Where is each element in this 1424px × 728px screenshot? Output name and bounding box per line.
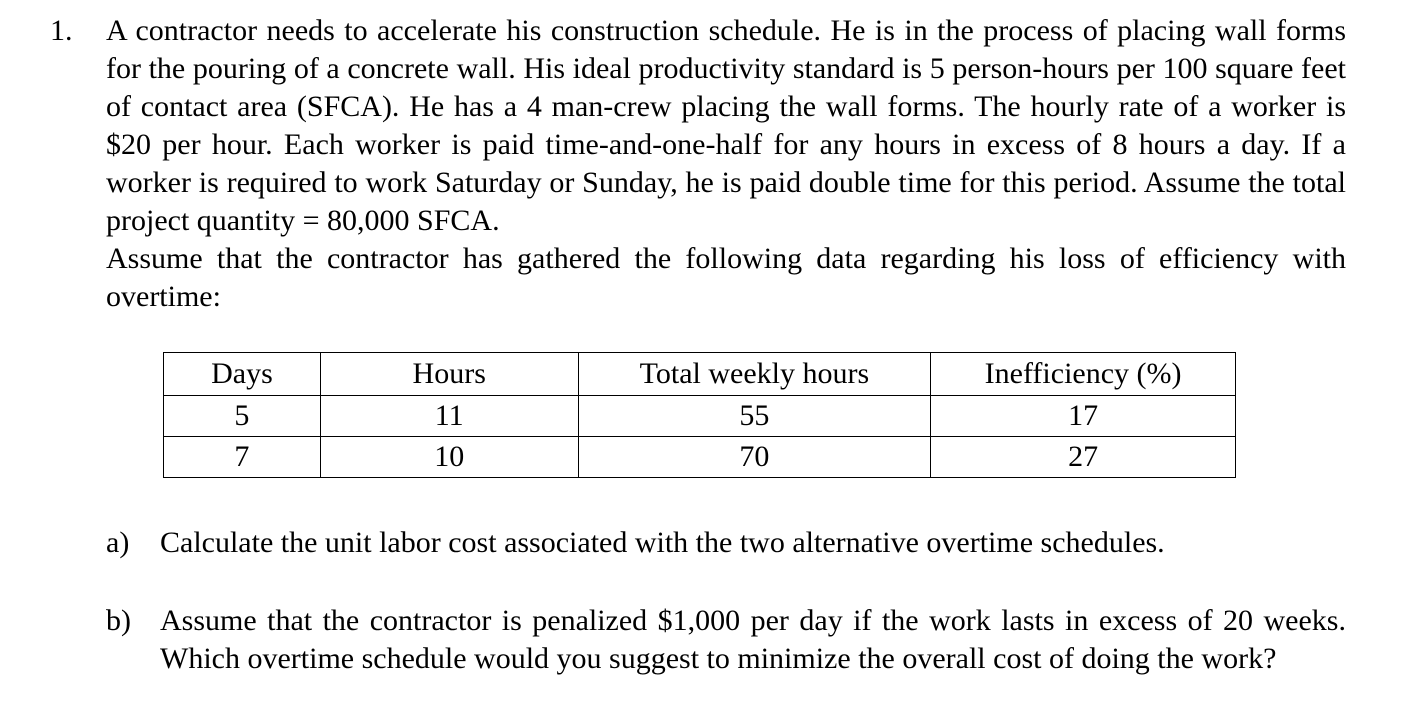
table-header-row <box>164 353 1236 396</box>
problem-statement <box>106 12 1346 316</box>
question-b-label: b) <box>106 604 131 637</box>
cell-inefficiency: 17 <box>931 396 1236 437</box>
problem-paragraph-2: Assume that the contractor has gathered the following data regarding his loss of efficiency with overtime: <box>106 242 1346 313</box>
question-b-text: Assume that the contractor is penalized $1,000 per day if the work lasts in excess of 20 weeks. Which overtime schedule would you suggest to minimize the overall cost of doing the work? <box>160 604 1346 675</box>
cell-hours: 11 <box>320 396 578 437</box>
question-a-label: a) <box>106 526 130 559</box>
cell-total-weekly-hours: 55 <box>578 396 931 437</box>
cell-hours: 10 <box>320 437 578 478</box>
header-total-weekly-hours: Total weekly hours <box>578 353 931 396</box>
cell-total-weekly-hours: 70 <box>578 437 931 478</box>
table-row <box>164 437 1236 478</box>
overtime-efficiency-table <box>163 352 1236 478</box>
problem-paragraph-1: A contractor needs to accelerate his construction schedule. He is in the process of placing wall forms for the pouring of a concrete wall. His ideal productivity standard is 5 person-hours per 100 square feet of contact area (SFCA). He has a 4 man-crew placing the wall forms. The hourly rate of a worker is $20 per hour. Each worker is paid time-and-one-half for any hours in excess of 8 hours a day. If a worker is required to work Saturday or Sunday, he is paid double time for this period. Assume the total project quantity = 80,000 SFCA. <box>106 14 1346 237</box>
header-inefficiency: Inefficiency (%) <box>931 353 1236 396</box>
cell-inefficiency: 27 <box>931 437 1236 478</box>
header-hours: Hours <box>320 353 578 396</box>
cell-days: 7 <box>164 437 321 478</box>
header-days: Days <box>164 353 321 396</box>
table-row <box>164 396 1236 437</box>
cell-days: 5 <box>164 396 321 437</box>
question-a-text: Calculate the unit labor cost associated with the two alternative overtime schedules. <box>160 526 1165 559</box>
problem-number: 1. <box>50 14 73 47</box>
